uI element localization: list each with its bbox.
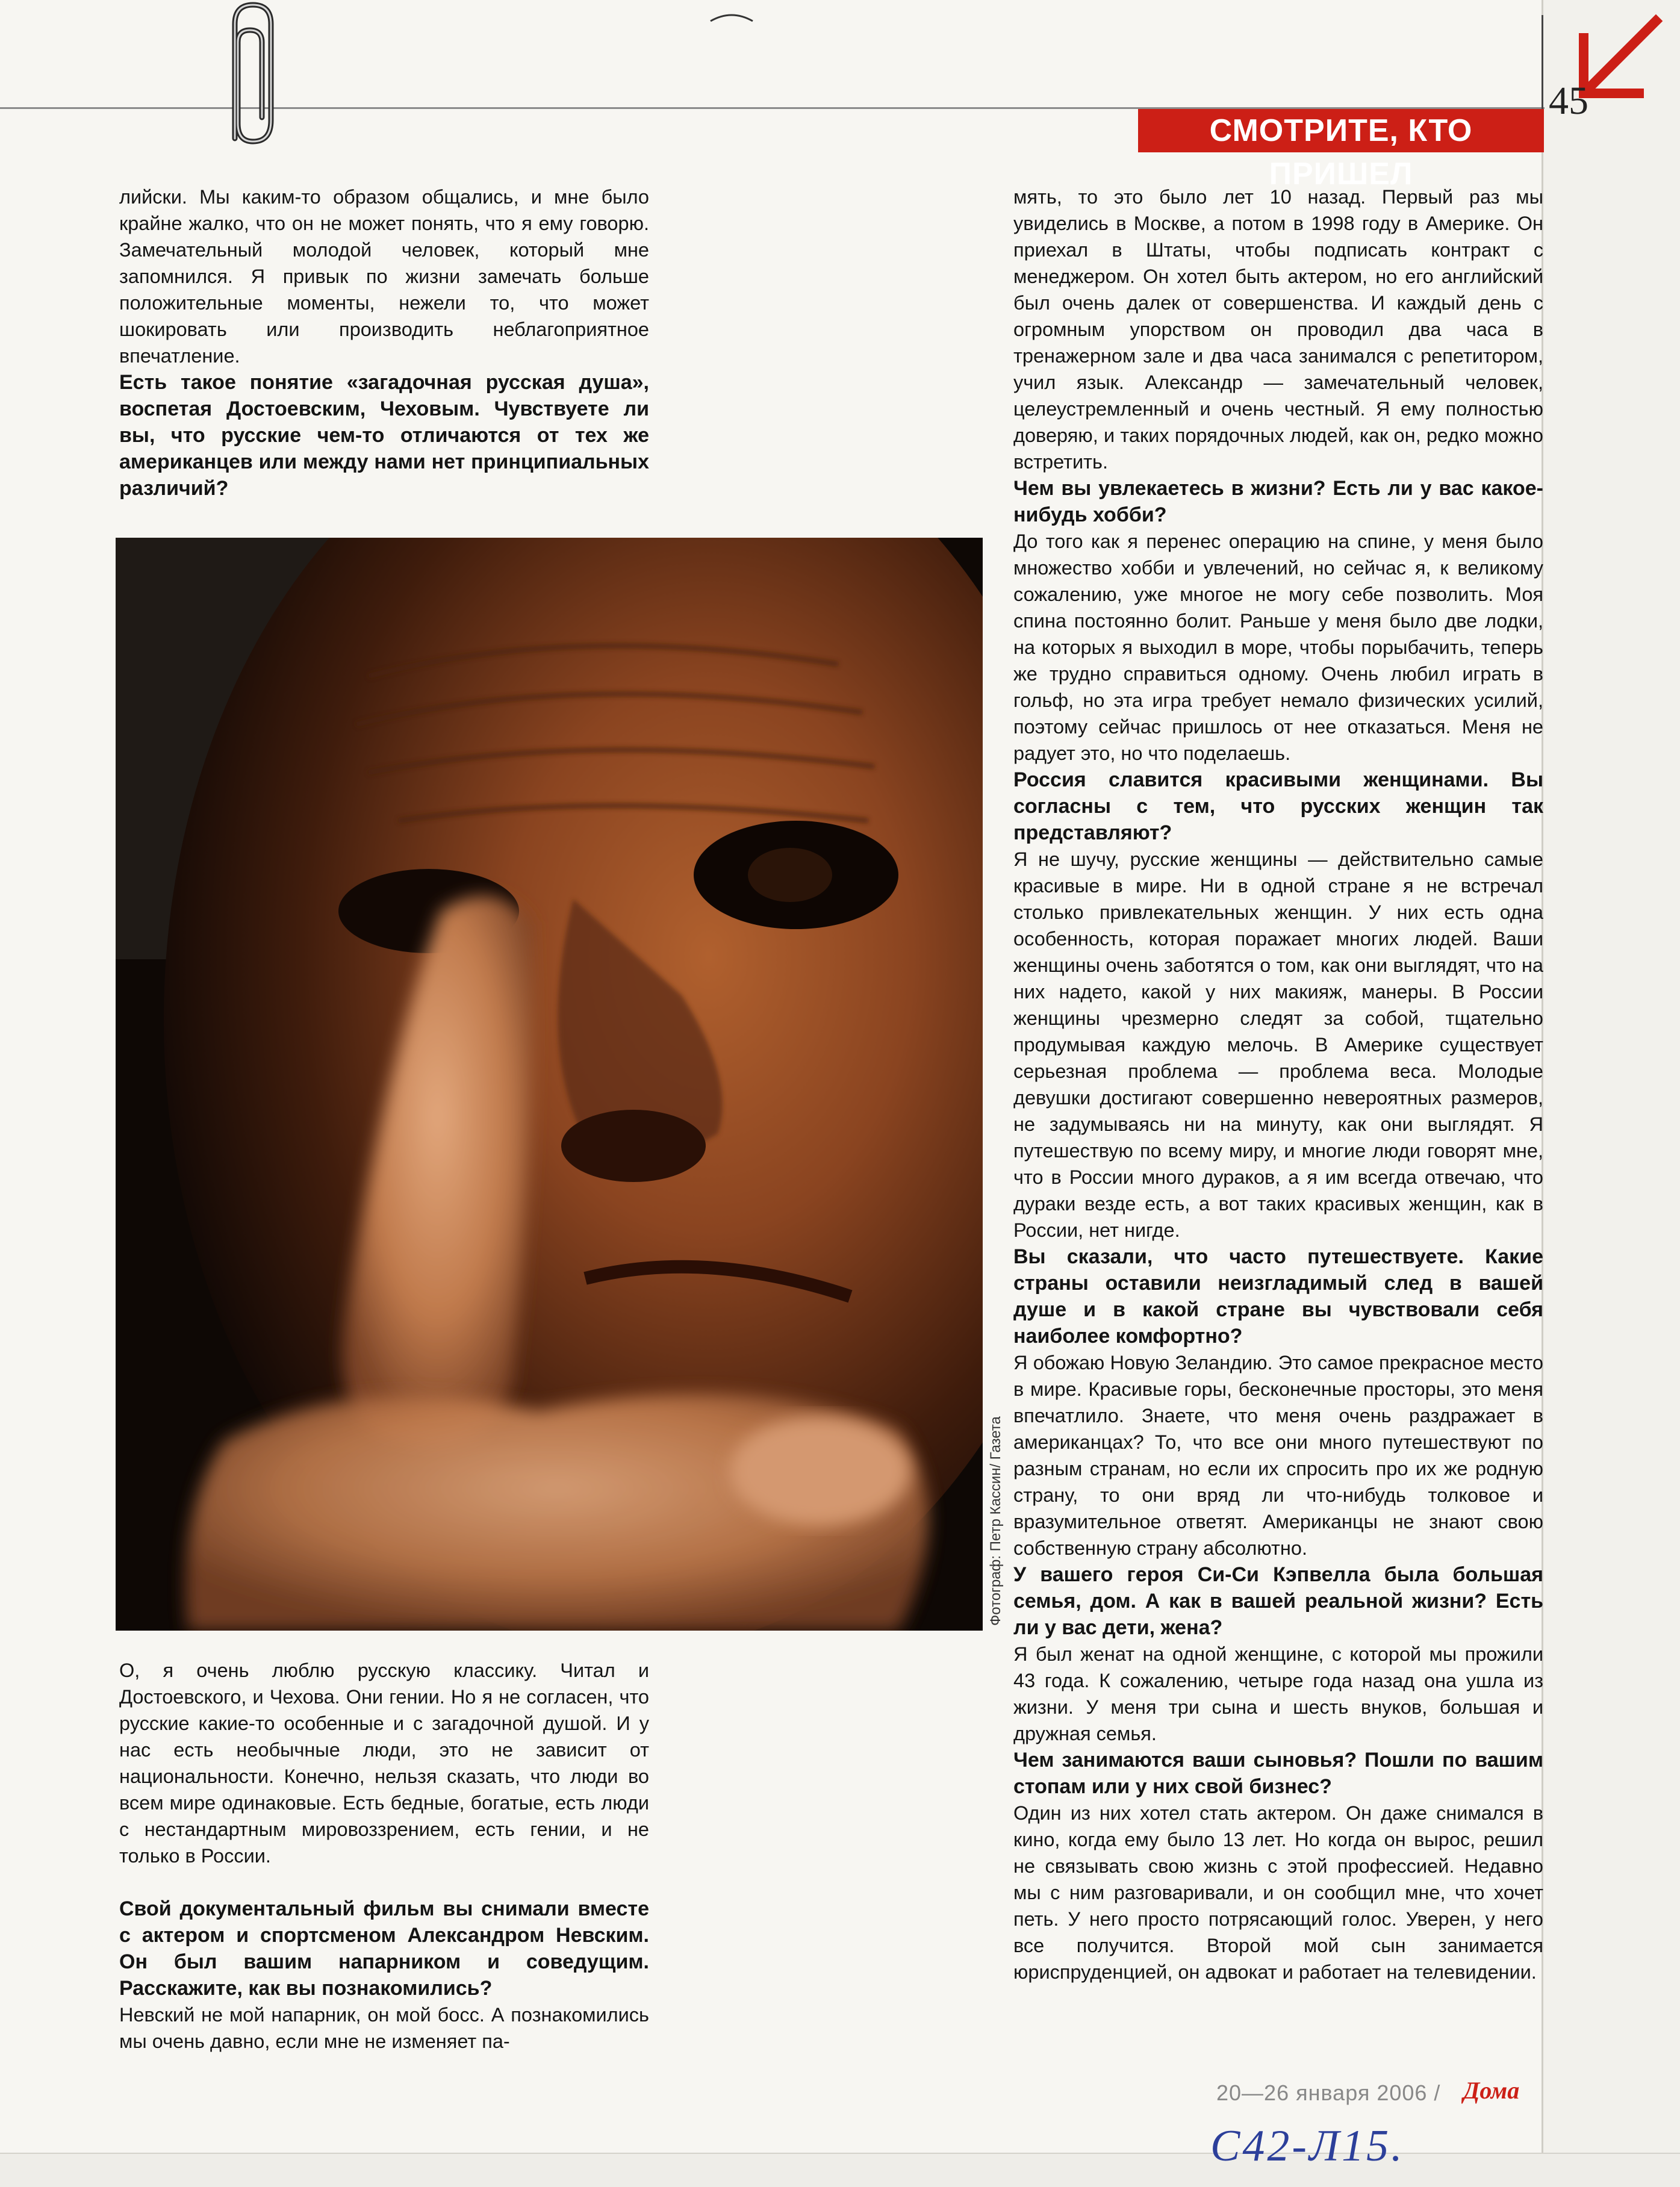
question-paragraph: У вашего героя Си-Си Кэпвелла была большая семья, дом. А как в вашей реальной жизни? Есть ли у вас дети, жена? bbox=[1013, 1563, 1543, 1639]
paragraph-gap bbox=[119, 1869, 649, 1896]
portrait-photo-image bbox=[116, 538, 983, 1631]
page-number: 45 bbox=[1549, 79, 1588, 123]
question-paragraph: Есть такое понятие «загадочная русская душа», воспетая Достоевским, Чеховым. Чувствуете ли вы, что русские чем-то отличаются от тех же американцев или между нами нет принципиальных различий? bbox=[119, 371, 649, 500]
answer-paragraph: мять, то это было лет 10 назад. Первый раз мы увиделись в Москве, а потом в 1998 году в Америке. Он приехал в Штаты, чтобы подписать контракт с менеджером. Он хотел быть актером, но его английский был очень далек от совершенства. И каждый день с огромным упорством он проводил два часа в тренажерном зале и два часа занимался с репетитором, учил язык. Александр — замечательный человек, целеустремленный и очень честный. Я ему полностью доверяю, и таких порядочных людей, как он, редко можно встретить. bbox=[1013, 186, 1543, 473]
paperclip-icon bbox=[214, 0, 286, 148]
answer-paragraph: О, я очень люблю русскую классику. Читал и Достоевского, и Чехова. Они гении. Но я не согласен, что русские какие-то особенные и с загадочной душой. И у нас есть необычные люди, это не зависит от национальности. Конечно, нельзя сказать, что люди во всем мире одинаковые. Есть бедные, богатые, есть люди с нестандартным мировоззрением, есть гении, и не только в России. bbox=[119, 1660, 649, 1867]
answer-paragraph: Я не шучу, русские женщины — действительно самые красивые в мире. Ни в одной стране я не встречал столько привлекательных женщин. У них есть одна особенность, которая поражает многих людей. Ваши женщины очень заботятся о том, как они выглядят, что на них надето, какой у них макияж, манеры. В России женщины чрезмерно следят за собой, тщательно продумывая каждую мелочь. В Америке существует серьезная проблема — проблема веса. Молодые девушки достигают совершенно невероятных размеров, не задумываясь ни на минуту, как они выглядят. Я путешествую по всему миру, и многие люди говорят мне, что в России много дураков, а я им всегда отвечаю, что дураки везде есть, а вот таких красивых женщин, как в России, нет нигде. bbox=[1013, 848, 1543, 1241]
column-1-bottom bbox=[119, 1657, 649, 2055]
scan-margin-strip bbox=[1542, 0, 1680, 2186]
answer-paragraph: Я обожаю Новую Зеландию. Это самое прекрасное место в мире. Красивые горы, бесконечные просторы, это меня впечатлило. Знаете, что меня очень раздражает в американцах? То, что все они много путешествуют по разным странам, но если их спросить про их же родную страну, то они вряд ли что-нибудь толковое и вразумительное ответят. Американцы не знают свою собственную страну абсолютно. bbox=[1013, 1352, 1543, 1559]
scan-mark bbox=[708, 12, 756, 24]
question-paragraph: Свой документальный фильм вы снимали вместе с актером и спортсменом Александром Невским. Он был вашим напарником и соведущим. Расскажите, как вы познакомились? bbox=[119, 1897, 649, 2000]
handwritten-archive-note: С42-Л15. bbox=[1210, 2121, 1405, 2171]
column-1-top bbox=[119, 184, 649, 502]
answer-paragraph: Я был женат на одной женщине, с которой мы прожили 43 года. К сожалению, четыре года назад она ушла из жизни. У меня три сына и шесть внуков, большая и дружная семья. bbox=[1013, 1643, 1543, 1744]
question-paragraph: Чем вы увлекаетесь в жизни? Есть ли у вас какое-нибудь хобби? bbox=[1013, 477, 1543, 526]
portrait-photo bbox=[116, 538, 983, 1631]
answer-paragraph: До того как я перенес операцию на спине, у меня было множество хобби и увлечений, но сейчас я, к великому сожалению, уже многое не могу себе позволить. Моя спина постоянно болит. Раньше у меня было две лодки, на которых я выходил в море, чтобы порыбачить, теперь же трудно справиться одному. Очень любил играть в гольф, но эта игра требует немало физических усилий, поэтому сейчас пришлось от нее отказаться. Меня не радует это, но что поделаешь. bbox=[1013, 530, 1543, 764]
issue-date: 20—26 января 2006 / bbox=[1216, 2080, 1441, 2105]
question-paragraph: Чем занимаются ваши сыновья? Пошли по вашим стопам или у них свой бизнес? bbox=[1013, 1749, 1543, 1798]
photo-credit bbox=[988, 1385, 1007, 1626]
column-2 bbox=[1013, 184, 1543, 1985]
answer-paragraph: лийски. Мы каким-то образом общались, и мне было крайне жалко, что он не может понять, что я ему говорю. Замечательный молодой человек, который мне запомнился. Я привык по жизни замечать больше положительные моменты, нежели то, что может шокировать или производить неблагоприятное впечатление. bbox=[119, 186, 649, 367]
question-paragraph: Россия славится красивыми женщинами. Вы согласны с тем, что русских женщин так представляют? bbox=[1013, 768, 1543, 844]
answer-paragraph: Один из них хотел стать актером. Он даже снимался в кино, когда ему было 13 лет. Но когда он вырос, решил не связывать свою жизнь с этой профессией. Недавно мы с ним разговаривали, и он сообщил мне, что хочет петь. У него просто потрясающий голос. Уверен, у него все получится. Второй мой сын занимается юриспруденцией, он адвокат и работает на телевидении. bbox=[1013, 1802, 1543, 1983]
answer-paragraph: Невский не мой напарник, он мой босс. А познакомились мы очень давно, если мне не изменяет па- bbox=[119, 2004, 649, 2052]
scan-bottom-strip bbox=[0, 2153, 1680, 2187]
question-paragraph: Вы сказали, что часто путешествуете. Какие страны оставили неизгладимый след в вашей душе и в какой стране вы чувствовали себя наиболее комфортно? bbox=[1013, 1245, 1543, 1348]
photo-credit-text: Фотограф: Петр Кассин/ Газета bbox=[988, 1416, 1004, 1626]
publication-logo: Дома bbox=[1463, 2077, 1520, 2104]
section-title: СМОТРИТЕ, КТО ПРИШЕЛ bbox=[1138, 109, 1544, 152]
